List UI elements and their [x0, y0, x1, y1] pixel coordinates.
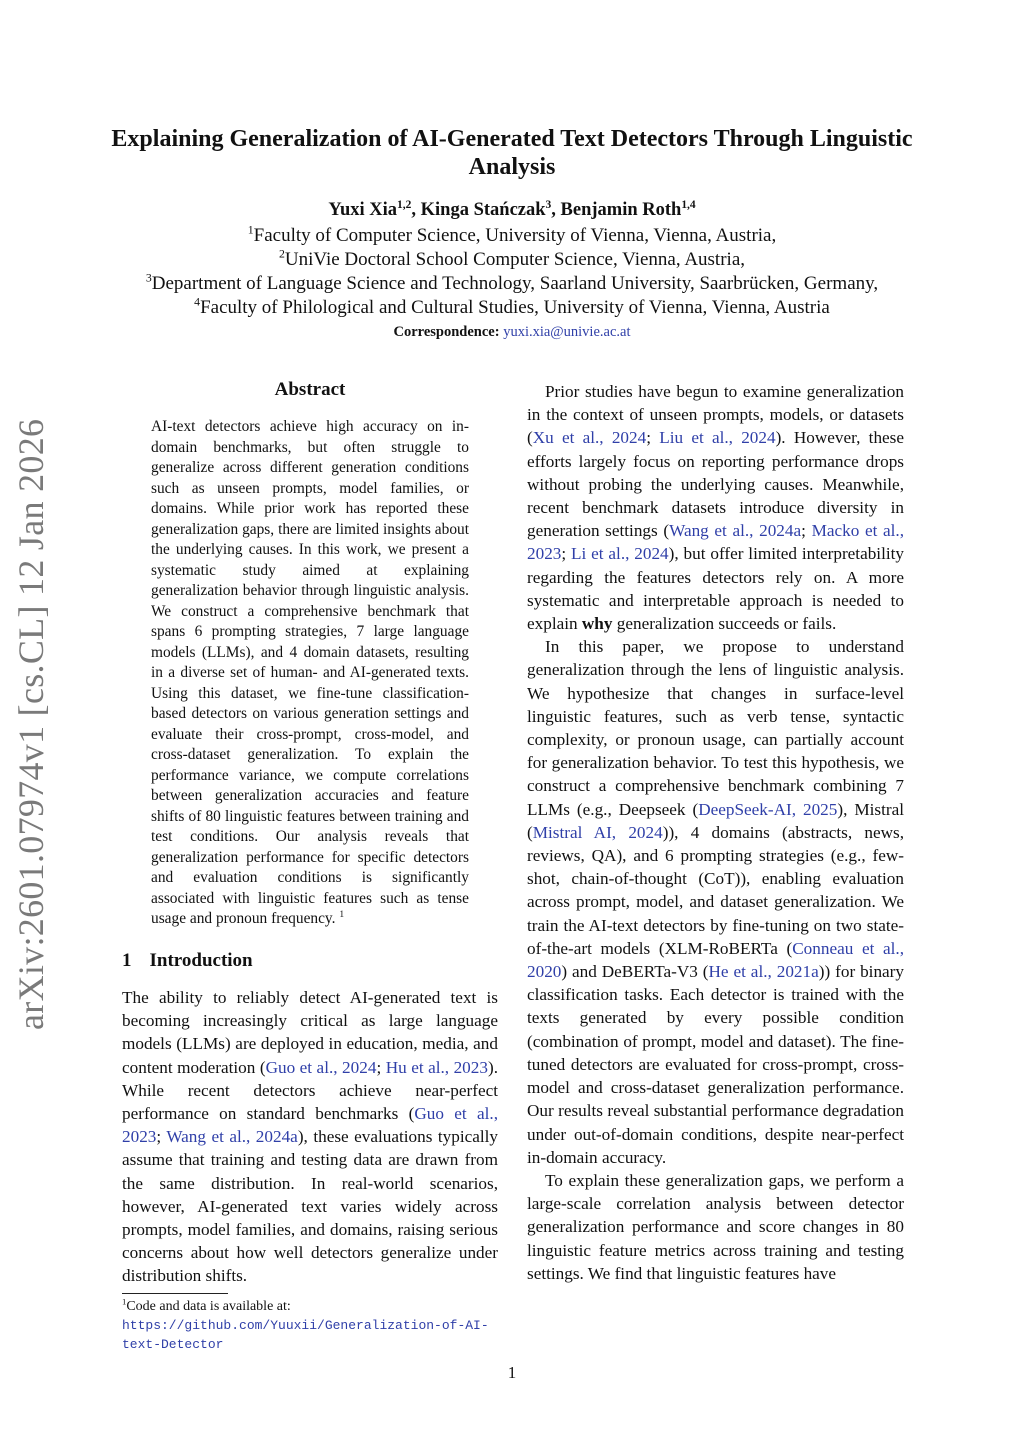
text-run: In this paper, we propose to understand generalization through the lens of linguistic analysis. We hypothesize that changes in surface-level linguistic features, such as verb tense, syntactic complexity, or pronoun usage, can partially account for generalization behavior. To test this hypothesis, we construct a comprehensive benchmark combining 7 LLMs (e.g., Deepseek ( [527, 637, 904, 819]
affiliation-line [100, 273, 924, 295]
intro-left-column [122, 986, 498, 1288]
text-run: )) for binary classification tasks. Each detector is trained with the texts generated by every possible condition (combination of prompt, model and dataset). The fine-tuned detectors are evaluated for cross-prompt, cross-model and cross-dataset generalization performance. Our results reveal substantial performance degradation under out-of-domain conditions, despite near-perfect in-domain accuracy. [527, 962, 904, 1167]
text-run: ), but offer limited interpretability regarding the features detectors rely on. A more systematic and interpretable approach is needed to explain [527, 544, 904, 634]
correspondence-email-link[interactable]: yuxi.xia@univie.ac.at [503, 324, 631, 340]
correspondence [110, 324, 914, 341]
affiliation-mark: 2 [278, 247, 285, 261]
author-name: Yuxi Xia [328, 200, 398, 220]
citation-link[interactable]: Macko et al., 2023 [527, 521, 904, 564]
section-number: 1 [122, 950, 132, 971]
footnote-text: Code and data is available at: [126, 1299, 291, 1314]
abstract-heading: Abstract [274, 379, 346, 400]
affiliation-mark: 3 [145, 271, 152, 285]
text-run: The ability to reliably detect AI-generated text is becoming increasingly critical as large language models (LLMs) are deployed in education, media, and content moderation ( [122, 988, 498, 1077]
author-affiliation-mark: 1,2 [397, 198, 412, 211]
footnote-divider [122, 1293, 228, 1294]
text-run: generalization succeeds or fails. [612, 614, 837, 634]
intro-right-column [527, 380, 904, 1285]
text-run: ). While recent detectors achieve near-perfect performance on standard benchmarks ( [122, 1057, 498, 1124]
section-title: Introduction [149, 950, 253, 971]
paragraph [122, 986, 498, 1288]
paragraph [527, 380, 904, 635]
paragraph [527, 1169, 904, 1285]
citation-link[interactable]: Li et al., 2024 [571, 544, 669, 564]
affiliation-mark: 1 [247, 223, 254, 237]
citation-link[interactable]: Mistral AI, 2024 [532, 822, 663, 842]
footnote-mark: 1 [122, 1296, 127, 1307]
citation-link[interactable]: DeepSeek-AI, 2025 [698, 799, 838, 819]
citation-link[interactable]: Wang et al., 2024a [166, 1127, 298, 1147]
page-number: 1 [507, 1363, 517, 1382]
abstract-body [151, 417, 469, 930]
author-name: Kinga Stańczak [420, 200, 546, 220]
author-list: Yuxi Xia$^{1,2}$, Kinga Stańczak$^3$, Benjamin Roth$^{1,4}$ [328, 198, 696, 220]
citation-link[interactable]: Hu et al., 2023 [385, 1057, 488, 1077]
citation-link[interactable]: Wang et al., 2024a [669, 521, 802, 541]
text-run: Prior studies have begun to examine generalization in the context of unseen prompts, models, or datasets ( [527, 382, 904, 448]
affiliation-line [100, 297, 924, 319]
text-run: ). However, these efforts largely focus on reporting performance drops without probing the underlying causes. Meanwhile, recent benchmark datasets introduce diversity in generation settings ( [527, 428, 904, 541]
text-run: ; [801, 521, 812, 541]
text-run: ), these evaluations typically assume that training and testing data are drawn from the same distribution. In real-world scenarios, however, AI-generated text varies widely across prompts, model families, and domains, raising serious concerns about how well detectors generalize under distribution shifts. [122, 1127, 498, 1286]
author-name: Benjamin Roth [560, 200, 682, 220]
arxiv-identifier: arXiv:2601.07974v1 [cs.CL] 12 Jan 2026 [11, 418, 51, 1030]
text-run: ), Mistral ( [527, 799, 904, 842]
section-heading [122, 950, 253, 972]
affiliation-text: UniVie Doctoral School Computer Science, Vienna, Austria, [284, 249, 746, 270]
emphasis-text: why [581, 614, 613, 634]
citation-link[interactable]: Guo et al., 2023 [122, 1104, 498, 1147]
paragraph [527, 635, 904, 1169]
author-affiliation-mark: 3 [545, 198, 552, 211]
affiliation-text: Department of Language Science and Technology, Saarland University, Saarbrücken, Germany, [151, 273, 879, 294]
citation-link[interactable]: Conneau et al., 2020 [527, 938, 905, 982]
citation-link[interactable]: He et al., 2021a [708, 962, 819, 982]
text-run: ) and DeBERTa-V3 ( [561, 962, 709, 982]
citation-link[interactable]: Guo et al., 2024 [265, 1057, 377, 1077]
affiliation-mark: 4 [194, 295, 201, 309]
abstract-text: AI-text detectors achieve high accuracy on in-domain benchmarks, but often struggle to generalize across different generation conditions such as unseen prompts, model families, or domains. While prior work has reported these generalization gaps, there are limited insights about the underlying causes. In this work, we present a systematic study aimed at explaining generalization behavior through linguistic analysis. We construct a comprehensive benchmark that spans 6 prompting strategies, 7 large language models (LLMs), and 4 domain datasets, resulting in a diverse set of human- and AI-generated texts. Using this dataset, we fine-tune classification-based detectors on various generation settings and evaluate their cross-prompt, cross-model, and cross-dataset generalization. To explain the performance variance, we compute correlations between generalization accuracies and feature shifts of 80 linguistic features between training and test conditions. Our analysis reveals that generalization performance for specific detectors and evaluation conditions is significantly associated with linguistic features such as tense usage and pronoun frequency. [151, 418, 469, 927]
footnote-url-link[interactable]: https://github.com/Yuuxii/Generalization-of-AI-text-Detector [122, 1318, 489, 1352]
text-run: ; [646, 428, 660, 448]
citation-link[interactable]: Xu et al., 2024 [532, 428, 647, 448]
footnote [122, 1297, 502, 1354]
affiliation-line [100, 249, 924, 271]
footnote-ref[interactable]: 1 [339, 908, 345, 920]
citation-link[interactable]: Liu et al., 2024 [659, 428, 776, 448]
text-run: )), 4 domains (abstracts, news, reviews, QA), and 6 prompting strategies (e.g., few-shot, chain-of-thought (CoT)), enabling evaluation across prompt, model, and dataset generalization. We train the AI-text detectors by fine-tuning on two state-of-the-art models (XLM-RoBERTa ( [527, 822, 904, 958]
correspondence-label: Correspondence: [393, 324, 500, 340]
affiliation-text: Faculty of Philological and Cultural Studies, University of Vienna, Vienna, Austria [200, 297, 830, 318]
author-affiliation-mark: 1,4 [681, 198, 696, 211]
text-run: ; [561, 544, 572, 564]
paper-title: Explaining Generalization of AI-Generated Text Detectors Through Linguistic Analysis [111, 126, 913, 180]
text-run: ; [376, 1057, 386, 1077]
text-run: To explain these generalization gaps, we perform a large-scale correlation analysis between detector generalization performance and score changes in 80 linguistic feature metrics across training and testing settings. We find that linguistic features have [527, 1170, 904, 1283]
affiliation-line [100, 225, 924, 247]
text-run: ; [156, 1127, 167, 1147]
affiliation-text: Faculty of Computer Science, University of Vienna, Vienna, Austria, [253, 225, 777, 246]
